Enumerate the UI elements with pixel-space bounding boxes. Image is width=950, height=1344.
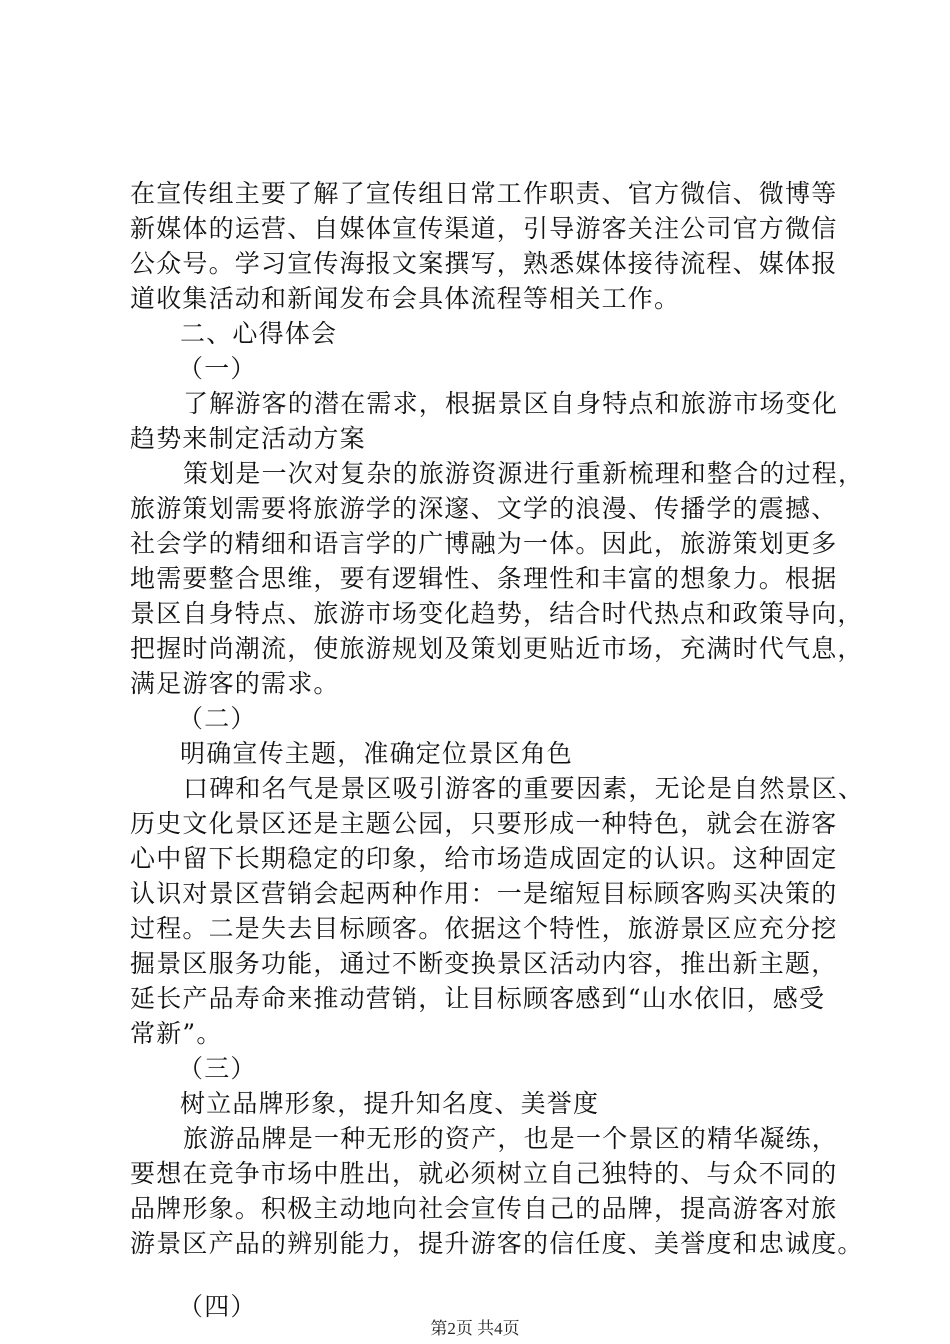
- paragraph-line: 认识对景区营销会起两种作用：一是缩短目标顾客购买决策的: [130, 879, 838, 908]
- paragraph-line: 过程。二是失去目标顾客。依据这个特性，旅游景区应充分挖: [130, 914, 838, 943]
- subsection-title: 趋势来制定活动方案: [130, 424, 366, 453]
- paragraph-line: 道收集活动和新闻发布会具体流程等相关工作。: [130, 284, 681, 313]
- paragraph-line: 口碑和名气是景区吸引游客的重要因素，无论是自然景区、: [183, 774, 865, 803]
- subsection-title: 树立品牌形象，提升知名度、美誉度: [180, 1089, 600, 1118]
- paragraph-line: 地需要整合思维，要有逻辑性、条理性和丰富的想象力。根据: [130, 564, 838, 593]
- paragraph-line: 要想在竞争市场中胜出，就必须树立自己独特的、与众不同的: [130, 1159, 838, 1188]
- paragraph-line: 景区自身特点、旅游市场变化趋势，结合时代热点和政策导向，: [130, 599, 864, 628]
- paragraph-line: 常新”。: [130, 1019, 223, 1048]
- paragraph-line: 把握时尚潮流，使旅游规划及策划更贴近市场，充满时代气息，: [130, 634, 864, 663]
- paragraph-line: 品牌形象。积极主动地向社会宣传自己的品牌，提高游客对旅: [130, 1194, 838, 1223]
- subsection-number: （四）: [178, 1292, 257, 1321]
- paragraph-line: 公众号。学习宣传海报文案撰写，熟悉媒体接待流程、媒体报: [130, 249, 838, 278]
- subsection-number: （二）: [178, 704, 257, 733]
- paragraph-line: 延长产品寿命来推动营销，让目标顾客感到“山水依旧，感受: [130, 984, 826, 1013]
- paragraph-line: 新媒体的运营、自媒体宣传渠道，引导游客关注公司官方微信: [130, 214, 838, 243]
- subsection-number: （一）: [178, 354, 257, 383]
- paragraph-line: 掘景区服务功能，通过不断变换景区活动内容，推出新主题，: [130, 949, 838, 978]
- page-footer: 第2页 共4页: [430, 1319, 520, 1338]
- paragraph-line: 社会学的精细和语言学的广博融为一体。因此，旅游策划更多: [130, 529, 838, 558]
- paragraph-line: 历史文化景区还是主题公园，只要形成一种特色，就会在游客: [130, 809, 838, 838]
- paragraph-line: 旅游品牌是一种无形的资产，也是一个景区的精华凝练，: [183, 1124, 839, 1153]
- paragraph-line: 在宣传组主要了解了宣传组日常工作职责、官方微信、微博等: [130, 179, 838, 208]
- paragraph-line: 心中留下长期稳定的印象，给市场造成固定的认识。这种固定: [130, 844, 838, 873]
- paragraph-line: 游景区产品的辨别能力，提升游客的信任度、美誉度和忠诚度。: [130, 1229, 864, 1258]
- paragraph-line: 满足游客的需求。: [130, 669, 340, 698]
- section-heading: 二、心得体会: [180, 319, 338, 348]
- paragraph-line: 策划是一次对复杂的旅游资源进行重新梳理和整合的过程，: [183, 459, 865, 488]
- paragraph-line: 旅游策划需要将旅游学的深邃、文学的浪漫、传播学的震撼、: [130, 494, 838, 523]
- subsection-title: 了解游客的潜在需求，根据景区自身特点和旅游市场变化: [183, 389, 839, 418]
- subsection-title: 明确宣传主题，准确定位景区角色: [180, 739, 574, 768]
- subsection-number: （三）: [178, 1054, 257, 1083]
